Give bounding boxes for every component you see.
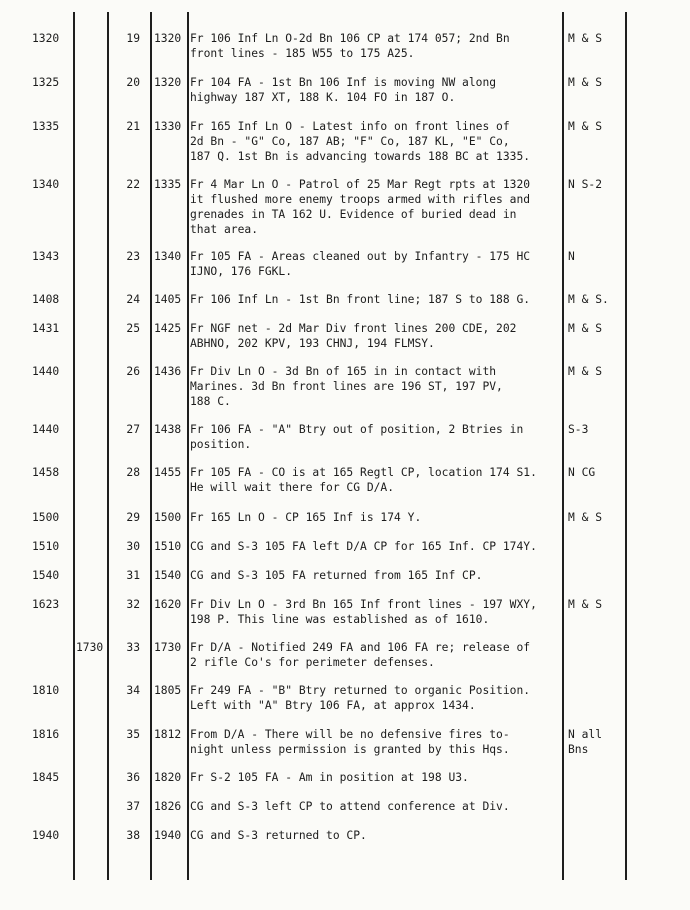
entry-time: 1540 [32, 569, 60, 582]
entry-serial: 28 [126, 466, 140, 479]
entry-time: 1500 [32, 511, 60, 524]
entry-message [190, 465, 558, 495]
message-line: Left with "A" Btry 106 FA, at approx 1434. [190, 699, 476, 712]
message-line: that area. [190, 223, 259, 236]
entry-message [190, 597, 558, 627]
entry-action [568, 119, 628, 134]
action-line: M & S [568, 322, 603, 335]
entry-serial: 21 [126, 120, 140, 133]
message-line: Fr D/A - Notified 249 FA and 106 FA re; release of [190, 641, 531, 654]
message-line: Fr 106 Inf Ln - 1st Bn front line; 187 S to 188 G. [190, 293, 531, 306]
entry-message [190, 799, 558, 814]
entry-serial: 20 [126, 76, 140, 89]
message-line: 198 P. This line was established as of 1610. [190, 613, 490, 626]
action-line: S-3 [568, 423, 589, 436]
entry-serial: 25 [126, 322, 140, 335]
message-line: Fr 105 FA - Areas cleaned out by Infantry - 175 HC [190, 250, 531, 263]
entry-serial: 37 [126, 800, 140, 813]
entry-time-in: 1805 [154, 684, 182, 697]
message-line: 188 C. [190, 395, 231, 408]
entry-message [190, 31, 558, 61]
entry-action [568, 177, 628, 192]
entry-time: 1845 [32, 771, 60, 784]
entry-time-in: 1730 [154, 641, 182, 654]
entry-time-in: 1438 [154, 423, 182, 436]
entry-action [568, 465, 628, 480]
entry-time: 1325 [32, 76, 60, 89]
action-line: Bns [568, 743, 589, 756]
action-line: M & S [568, 120, 603, 133]
column-divider [187, 12, 189, 880]
entry-time-in: 1940 [154, 829, 182, 842]
entry-time: 1408 [32, 293, 60, 306]
entry-time: 1440 [32, 423, 60, 436]
entry-message [190, 539, 558, 554]
entry-message [190, 770, 558, 785]
column-divider [73, 12, 75, 880]
entry-message [190, 177, 558, 237]
entry-message [190, 321, 558, 351]
entry-action [568, 75, 628, 90]
message-line: Fr 104 FA - 1st Bn 106 Inf is moving NW along [190, 76, 497, 89]
message-line: Fr 249 FA - "B" Btry returned to organic Position. [190, 684, 531, 697]
entry-action [568, 597, 628, 612]
entry-serial: 26 [126, 365, 140, 378]
entry-message [190, 727, 558, 757]
message-line: Marines. 3d Bn front lines are 196 ST, 197 PV, [190, 380, 503, 393]
message-line: ABHNO, 202 KPV, 193 CHNJ, 194 FLMSY. [190, 337, 435, 350]
entry-message [190, 75, 558, 105]
message-line: position. [190, 438, 252, 451]
message-line: 2 rifle Co's for perimeter defenses. [190, 656, 435, 669]
entry-message [190, 568, 558, 583]
message-line: Fr NGF net - 2d Mar Div front lines 200 CDE, 202 [190, 322, 517, 335]
entry-message [190, 510, 558, 525]
entry-time: 1816 [32, 728, 60, 741]
entry-serial: 38 [126, 829, 140, 842]
entry-message [190, 119, 558, 164]
entry-message [190, 828, 558, 843]
entry-action [568, 292, 628, 307]
column-divider [562, 12, 564, 880]
entry-serial: 36 [126, 771, 140, 784]
entry-alt-time: 1730 [76, 641, 104, 654]
entry-serial: 22 [126, 178, 140, 191]
entry-message [190, 640, 558, 670]
entry-time: 1320 [32, 32, 60, 45]
message-line: CG and S-3 105 FA returned from 165 Inf CP. [190, 569, 483, 582]
message-line: night unless permission is granted by this Hqs. [190, 743, 510, 756]
action-line: N [568, 250, 575, 263]
action-line: N all [568, 728, 603, 741]
entry-serial: 27 [126, 423, 140, 436]
entry-action [568, 422, 628, 437]
entry-serial: 24 [126, 293, 140, 306]
entry-time: 1940 [32, 829, 60, 842]
action-line: M & S [568, 511, 603, 524]
entry-message [190, 422, 558, 452]
entry-action [568, 364, 628, 379]
action-line: M & S [568, 598, 603, 611]
message-line: Fr Div Ln O - 3rd Bn 165 Inf front lines - 197 WXY, [190, 598, 537, 611]
message-line: Fr Div Ln O - 3d Bn of 165 in in contact with [190, 365, 497, 378]
entry-time: 1440 [32, 365, 60, 378]
entry-time-in: 1455 [154, 466, 182, 479]
message-line: IJNO, 176 FGKL. [190, 265, 293, 278]
message-line: From D/A - There will be no defensive fires to- [190, 728, 510, 741]
message-line: it flushed more enemy troops armed with rifles and [190, 193, 531, 206]
message-line: Fr 106 Inf Ln O-2d Bn 106 CP at 174 057; 2nd Bn [190, 32, 510, 45]
message-line: CG and S-3 left CP to attend conference at Div. [190, 800, 510, 813]
action-line: N S-2 [568, 178, 603, 191]
entry-serial: 33 [126, 641, 140, 654]
message-line: Fr S-2 105 FA - Am in position at 198 U3. [190, 771, 469, 784]
entry-time: 1810 [32, 684, 60, 697]
message-line: front lines - 185 W55 to 175 A25. [190, 47, 415, 60]
action-line: M & S [568, 32, 603, 45]
message-line: 2d Bn - "G" Co, 187 AB; "F" Co, 187 KL, "E" Co, [190, 135, 510, 148]
message-line: Fr 106 FA - "A" Btry out of position, 2 Btries in [190, 423, 524, 436]
entry-time: 1510 [32, 540, 60, 553]
action-line: M & S [568, 365, 603, 378]
message-line: Fr 4 Mar Ln O - Patrol of 25 Mar Regt rpts at 1320 [190, 178, 531, 191]
entry-time: 1458 [32, 466, 60, 479]
action-line: M & S. [568, 293, 609, 306]
message-line: He will wait there for CG D/A. [190, 481, 395, 494]
action-line: N CG [568, 466, 596, 479]
entry-time-in: 1820 [154, 771, 182, 784]
entry-action [568, 510, 628, 525]
message-line: Fr 165 Inf Ln O - Latest info on front lines of [190, 120, 510, 133]
entry-time: 1335 [32, 120, 60, 133]
message-line: 187 Q. 1st Bn is advancing towards 188 BC at 1335. [190, 150, 531, 163]
entry-message [190, 683, 558, 713]
entry-serial: 23 [126, 250, 140, 263]
entry-serial: 29 [126, 511, 140, 524]
message-line: grenades in TA 162 U. Evidence of buried dead in [190, 208, 517, 221]
message-line: highway 187 XT, 188 K. 104 FO in 187 O. [190, 91, 456, 104]
message-line: CG and S-3 105 FA left D/A CP for 165 Inf. CP 174Y. [190, 540, 537, 553]
entry-time: 1343 [32, 250, 60, 263]
column-divider [107, 12, 109, 880]
column-divider [150, 12, 152, 880]
entry-serial: 19 [126, 32, 140, 45]
entry-time-in: 1812 [154, 728, 182, 741]
message-line: Fr 105 FA - CO is at 165 Regtl CP, location 174 S1. [190, 466, 537, 479]
entry-message [190, 364, 558, 409]
entry-serial: 31 [126, 569, 140, 582]
entry-time-in: 1826 [154, 800, 182, 813]
entry-time-in: 1335 [154, 178, 182, 191]
entry-action [568, 31, 628, 46]
entry-time-in: 1320 [154, 76, 182, 89]
message-line: Fr 165 Ln O - CP 165 Inf is 174 Y. [190, 511, 422, 524]
entry-time-in: 1320 [154, 32, 182, 45]
message-line: CG and S-3 returned to CP. [190, 829, 367, 842]
entry-serial: 34 [126, 684, 140, 697]
entry-serial: 30 [126, 540, 140, 553]
entry-action [568, 727, 628, 757]
entry-message [190, 292, 558, 307]
entry-time: 1431 [32, 322, 60, 335]
entry-time-in: 1425 [154, 322, 182, 335]
entry-action [568, 321, 628, 336]
entry-time-in: 1330 [154, 120, 182, 133]
entry-message [190, 249, 558, 279]
entry-time-in: 1540 [154, 569, 182, 582]
entry-time: 1340 [32, 178, 60, 191]
entry-serial: 32 [126, 598, 140, 611]
entry-serial: 35 [126, 728, 140, 741]
entry-time-in: 1436 [154, 365, 182, 378]
entry-time-in: 1620 [154, 598, 182, 611]
entry-time: 1623 [32, 598, 60, 611]
entry-time-in: 1340 [154, 250, 182, 263]
entry-time-in: 1500 [154, 511, 182, 524]
action-line: M & S [568, 76, 603, 89]
entry-time-in: 1510 [154, 540, 182, 553]
entry-time-in: 1405 [154, 293, 182, 306]
entry-action [568, 249, 628, 264]
